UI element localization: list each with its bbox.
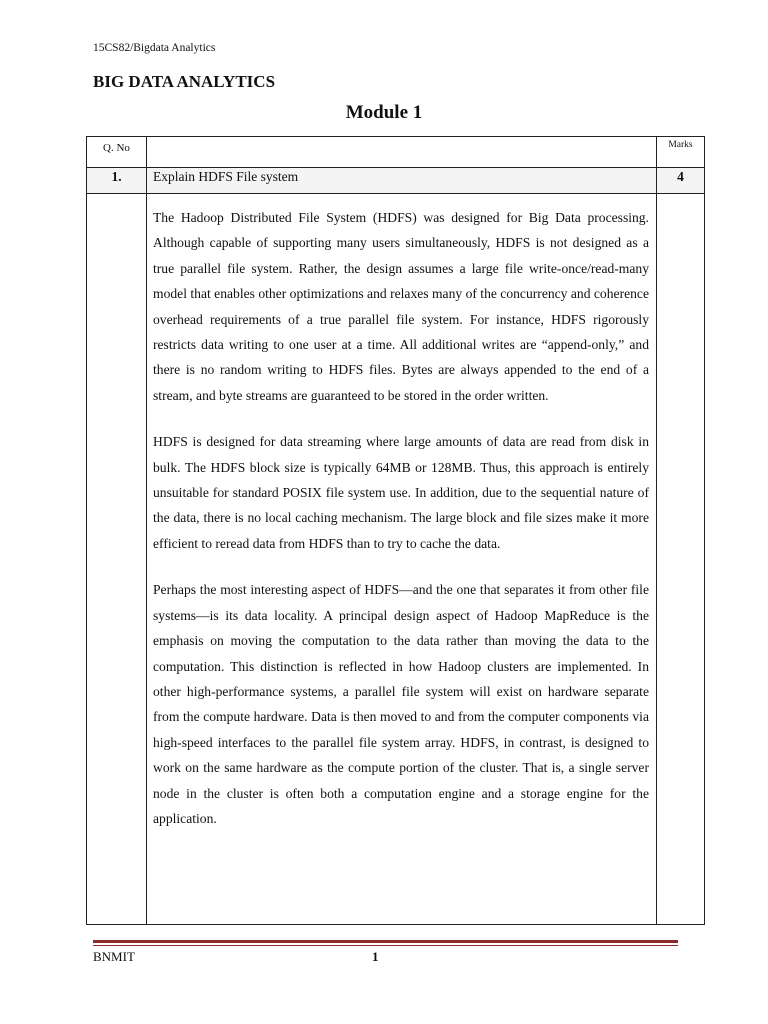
qno-column-header: Q. No	[87, 137, 147, 168]
footer-institution: BNMIT	[93, 949, 135, 964]
answer-body	[147, 194, 656, 831]
answer-cell	[147, 194, 657, 925]
table-header-row	[87, 137, 705, 168]
question-column-header	[147, 137, 657, 168]
question-row	[87, 168, 705, 194]
question-text: Explain HDFS File system	[147, 168, 657, 194]
footer-divider-thin	[93, 945, 678, 946]
document-title: BIG DATA ANALYTICS	[93, 72, 276, 91]
question-table	[86, 136, 705, 925]
page-number: 1	[372, 949, 379, 964]
answer-row	[87, 194, 705, 925]
marks-column-header: Marks	[657, 137, 705, 168]
question-marks: 4	[657, 168, 705, 194]
answer-paragraph: Perhaps the most interesting aspect of HDFS—and the one that separates it from other file systems—is its data locality. A principal design aspect of Hadoop MapReduce is the emphasis on moving the computation to the data rather than moving the data to the computation. This distinction is reflected in how Hadoop clusters are implemented. In other high-performance systems, a parallel file system will exist on hardware separate from the compute hardware. Data is then moved to and from the computer components via high-speed interfaces to the parallel file system array. HDFS, in contrast, is designed to work on the same hardware as the compute portion of the cluster. That is, a single server node in the cluster is often both a computation engine and a storage engine for the application.	[153, 582, 649, 826]
footer-divider	[93, 940, 678, 943]
answer-marks-cell	[657, 194, 705, 925]
answer-paragraph: The Hadoop Distributed File System (HDFS) was designed for Big Data processing. Although capable of supporting many users simultaneously, HDFS is not designed as a true parallel file system. Rather, the design assumes a large file write-once/read-many model that enables other optimizations and relaxes many of the concurrency and coherence overhead requirements of a true parallel file system. For instance, HDFS rigorously restricts data writing to one user at a time. All additional writes are “append-only,” and there is no random writing to HDFS files. Bytes are always appended to the end of a stream, and byte streams are guaranteed to be stored in the order written.	[153, 210, 649, 403]
module-title: Module 1	[345, 102, 423, 123]
answer-paragraph: HDFS is designed for data streaming where large amounts of data are read from disk in bulk. The HDFS block size is typically 64MB or 128MB. Thus, this approach is entirely unsuitable for standard POSIX file system use. In addition, due to the sequential nature of the data, there is no local caching mechanism. The large block and file sizes make it more efficient to reread data from HDFS than to try to cache the data.	[153, 434, 649, 551]
running-header: 15CS82/Bigdata Analytics	[93, 42, 216, 54]
answer-number-cell	[87, 194, 147, 925]
question-number: 1.	[87, 168, 147, 194]
